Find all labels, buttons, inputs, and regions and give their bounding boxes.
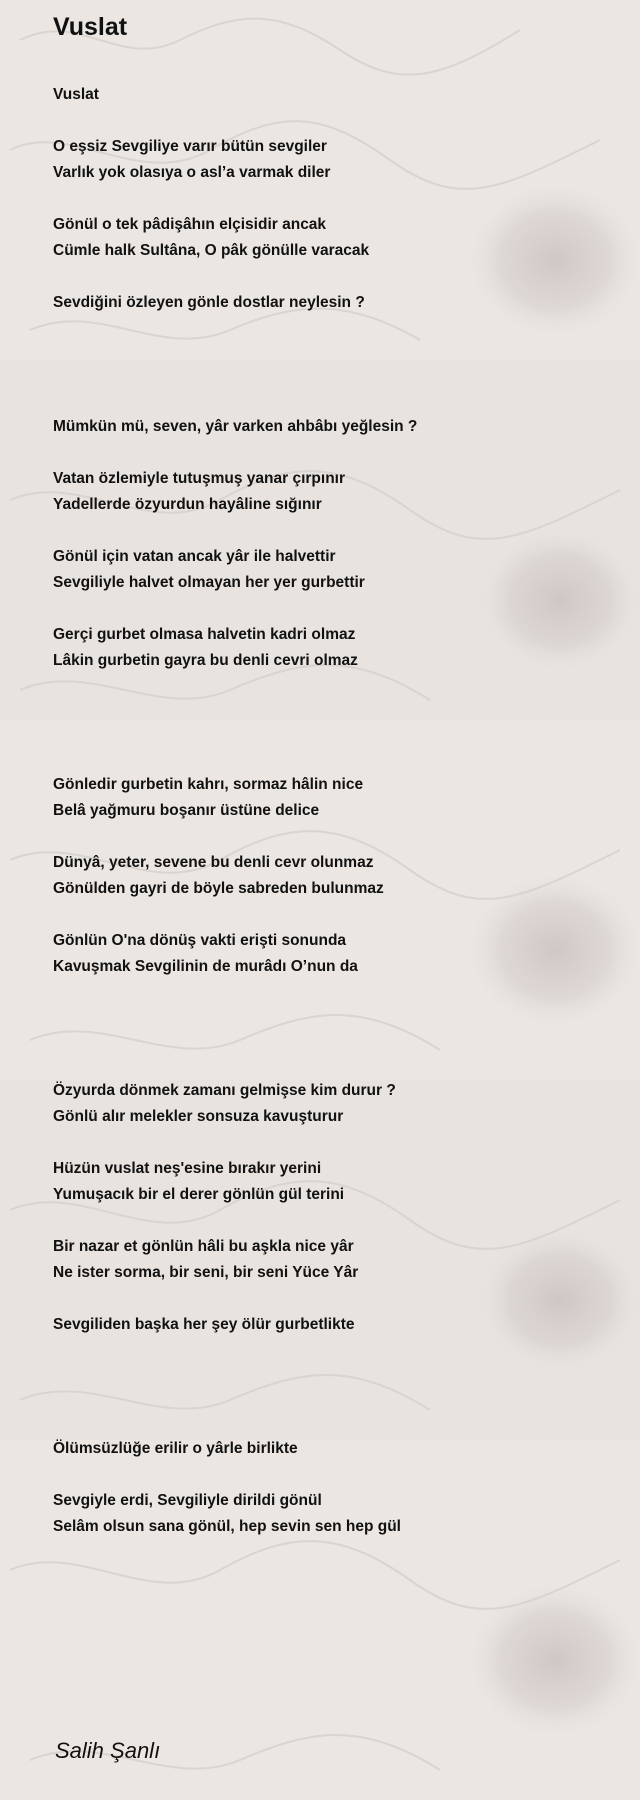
poem-line: Ölümsüzlüğe erilir o yârle birlikte: [53, 1440, 298, 1457]
poem-line: Selâm olsun sana gönül, hep sevin sen hep gül: [53, 1518, 401, 1535]
poem-line: Ne ister sorma, bir seni, bir seni Yüce Yâr: [53, 1264, 359, 1281]
page-title: Vuslat: [53, 13, 128, 41]
poem-line: Bir nazar et gönlün hâli bu aşkla nice yâr: [53, 1238, 354, 1255]
poem-line: Gönül için vatan ancak yâr ile halvettir: [53, 548, 336, 565]
poem-page: [53, 12, 613, 1540]
poem-line: Yadellerde özyurdun hayâline sığınır: [53, 496, 322, 513]
poem-title: Vuslat: [53, 86, 99, 103]
poem-line: O eşsiz Sevgiliye varır bütün sevgiler: [53, 138, 327, 155]
poem-line: Yumuşacık bir el derer gönlün gül terini: [53, 1186, 345, 1203]
poem-line: Dünyâ, yeter, sevene bu denli cevr olunmaz: [53, 854, 374, 871]
author-name: Salih Şanlı: [55, 1738, 161, 1763]
poem-line: Özyurda dönmek zamanı gelmişse kim durur ?: [53, 1082, 396, 1099]
poem-line: Mümkün mü, seven, yâr varken ahbâbı yeğlesin ?: [53, 418, 418, 435]
poem-line: Kavuşmak Sevgilinin de murâdı O’nun da: [53, 958, 358, 975]
poem-line: Varlık yok olasıya o asl’a varmak diler: [53, 164, 331, 181]
poem-line: Gönülden gayri de böyle sabreden bulunmaz: [53, 880, 384, 897]
poem-body: [53, 82, 613, 1540]
poem-line: Lâkin gurbetin gayra bu denli cevri olmaz: [53, 652, 358, 669]
poem-line: Gönlün O'na dönüş vakti erişti sonunda: [53, 932, 347, 949]
poem-line: Vatan özlemiyle tutuşmuş yanar çırpınır: [53, 470, 346, 487]
poem-line: Hüzün vuslat neş'esine bırakır yerini: [53, 1160, 322, 1177]
poem-line: Gönledir gurbetin kahrı, sormaz hâlin nice: [53, 776, 364, 793]
poem-line: Cümle halk Sultâna, O pâk gönülle varacak: [53, 242, 370, 259]
poem-line: Sevgiliyle halvet olmayan her yer gurbettir: [53, 574, 365, 591]
poem-line: Sevgiyle erdi, Sevgiliyle dirildi gönül: [53, 1492, 322, 1509]
poem-line: Gerçi gurbet olmasa halvetin kadri olmaz: [53, 626, 356, 643]
poem-line: Belâ yağmuru boşanır üstüne delice: [53, 802, 320, 819]
poem-line: Gönlü alır melekler sonsuza kavuşturur: [53, 1108, 344, 1125]
poem-line: Sevgiliden başka her şey ölür gurbetlikte: [53, 1316, 355, 1333]
poem-line: Sevdiğini özleyen gönle dostlar neylesin ?: [53, 294, 365, 311]
poem-line: Gönül o tek pâdişâhın elçisidir ancak: [53, 216, 327, 233]
